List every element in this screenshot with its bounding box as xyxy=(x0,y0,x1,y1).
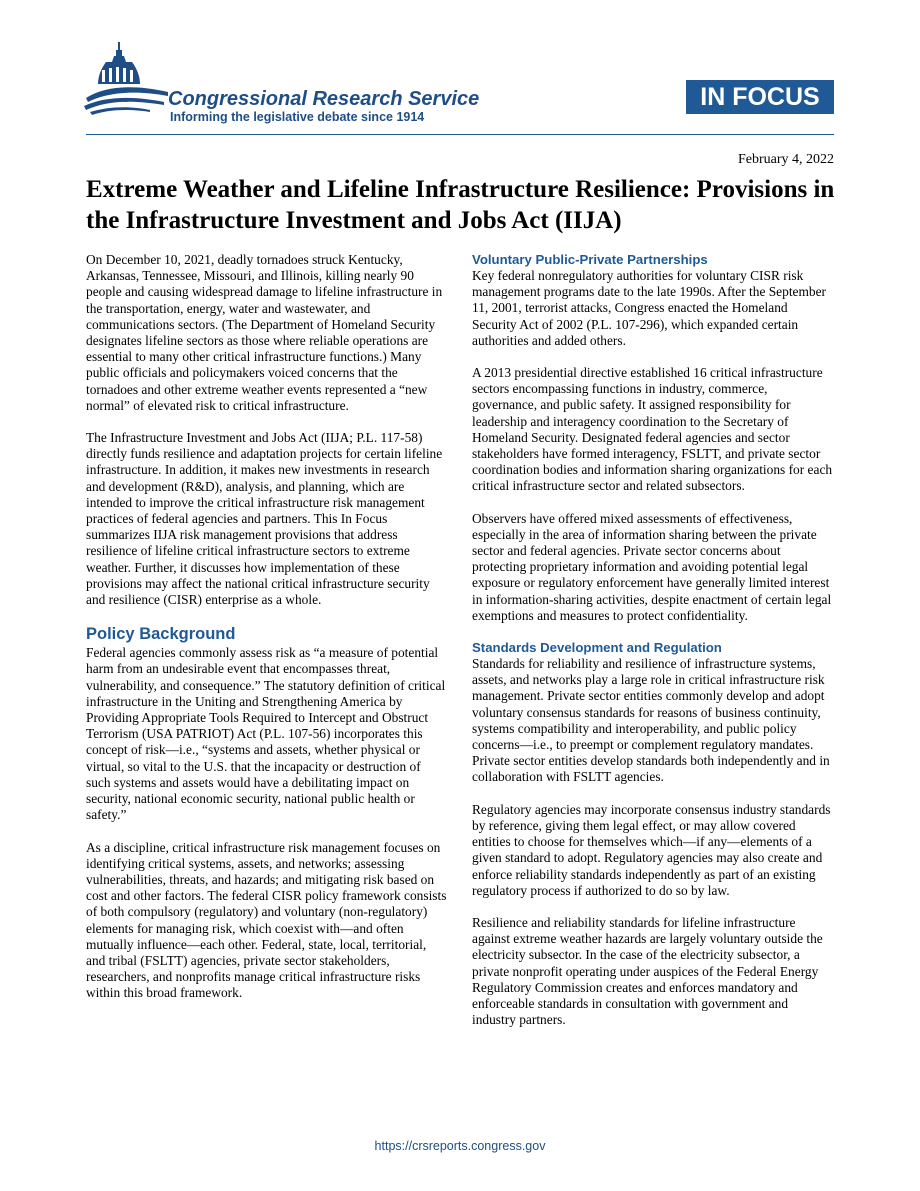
left-column xyxy=(86,252,448,1018)
standards-paragraph-2: Regulatory agencies may incorporate consensus industry standards by reference, giving them legal effect, or may allow covered entities to choose for themselves which—if any—elements of a given standard to adopt. Regulatory agencies may also create and enforce reliability standards independently as part of an existing regulatory process if authorized to do so by law. xyxy=(472,801,831,898)
policy-paragraph-2: As a discipline, critical infrastructure risk management focuses on identifying critical systems, assets, and networks; assessing vulnerabilities, threats, and hazards; and mitigating risk based on cost and other factors. The federal CISR policy framework consists of both compulsory (regulatory) and voluntary (non-regulatory) elements for managing risk, which coexist with—and often mutually influence—each other. Federal, state, local, territorial, and tribal (FSLTT) agencies, private sector stakeholders, researchers, and nonprofits manage critical infrastructure risks within this broad framework. xyxy=(86,839,447,1001)
right-column xyxy=(472,252,834,1044)
document-title: Extreme Weather and Lifeline Infrastructure Resilience: Provisions in the Infrastructure Investment and Jobs Act (IIJA) xyxy=(86,176,835,234)
subheading-standards-regulation: Standards Development and Regulation xyxy=(472,640,722,656)
section-heading-policy-background: Policy Background xyxy=(86,625,236,644)
partnerships-paragraph-3: Observers have offered mixed assessments of effectiveness, especially in the area of information sharing between the private sector and federal agencies. Private sector concerns about protecting proprietary information and avoiding potential legal exposure or regulatory enforcement have generally limited interest in information-sharing activities, despite enactment of certain legal exemptions and measures to protect confidentiality. xyxy=(472,510,832,623)
capitol-dome-logo xyxy=(84,40,168,116)
header-divider xyxy=(86,134,834,135)
policy-paragraph-1: Federal agencies commonly assess risk as “a measure of potential harm from an undesirable event that encompasses threat, vulnerability, and consequence.” The statutory definition of critical infrastructure in the Uniting and Strengthening America by Providing Appropriate Tools Required to Intercept and Obstruct Terrorism (USA PATRIOT) Act (P.L. 107-56) incorporates this concept of risk—i.e., “systems and assets, whether physical or virtual, so vital to the U.S. that the incapacity or destruction of such systems and assets would have a debilitating impact on security, national economic security, national public health or safety.” xyxy=(86,645,446,823)
partnerships-paragraph-1: Key federal nonregulatory authorities for voluntary CISR risk management programs date to the late 1990s. After the September 11, 2001, terrorist attacks, Congress enacted the Homeland Security Act of 2002 (P.L. 107-296), which expanded certain authorities and added others. xyxy=(472,268,826,348)
partnerships-paragraph-2: A 2013 presidential directive established 16 critical infrastructure sectors encompassing functions in industry, commerce, governance, and public safety. It assigned responsibility for leadership and interagency coordination to the Secretary of Homeland Security. Designated federal agencies and sector stakeholders have formed interagency, FSLTT, and private sector coordination bodies and information sharing organizations for each critical infrastructure sector and related subsectors. xyxy=(472,365,833,494)
standards-paragraph-1: Standards for reliability and resilience of infrastructure systems, assets, and networks play a large role in critical infrastructure risk management. Private sector entities commonly develop and adopt voluntary consensus standards for reasons of business continuity, systems compatibility and interoperability, and public policy concerns—i.e., to preempt or complement regulatory mandates. Private sector entities develop standards both independently and in collaboration with FSLTT agencies. xyxy=(472,656,830,785)
intro-paragraph-1: On December 10, 2021, deadly tornadoes struck Kentucky, Arkansas, Tennessee, Missouri, and Illinois, killing nearly 90 people and causing widespread damage to lifeline infrastructure in the transportation, energy, water and wastewater, and communications sectors. (The Department of Homeland Security designates lifeline sectors as those where reliable operations are essential to many other critical infrastructure functions.) Many public officials and policymakers voiced concerns that the tornadoes and other extreme weather events represented a “new normal” of elevated risk to critical infrastructure. xyxy=(86,252,443,413)
in-focus-badge: IN FOCUS xyxy=(686,80,834,114)
subheading-public-private-partnerships: Voluntary Public-Private Partnerships xyxy=(472,252,708,267)
publication-date: February 4, 2022 xyxy=(737,152,834,167)
org-name: Congressional Research Service xyxy=(168,88,480,110)
page-header xyxy=(0,0,920,140)
standards-paragraph-3: Resilience and reliability standards for lifeline infrastructure against extreme weather hazards are largely voluntary outside the electricity subsector. In the case of the electricity subsector, a private nonprofit operating under auspices of the Federal Energy Regulatory Commission creates and enforces mandatory and enforceable standards in consultation with government and industry partners. xyxy=(472,914,823,1028)
org-tagline: Informing the legislative debate since 1914 xyxy=(170,110,425,124)
intro-paragraph-2: The Infrastructure Investment and Jobs Act (IIJA; P.L. 117-58) directly funds resilience and adaptation projects for certain lifeline infrastructure. In addition, it makes new investments in research and development (R&D), analysis, and planning, which are intended to improve the critical infrastructure risk management practices of federal agencies and partners. This In Focus summarizes IIJA risk management provisions that address resilience of lifeline critical infrastructure sectors to extreme weather. Further, it discusses how implementation of these provisions may affect the national critical infrastructure security and resilience (CISR) enterprise as a whole. xyxy=(86,430,443,608)
footer-url-link[interactable]: https://crsreports.congress.gov xyxy=(374,1139,546,1153)
